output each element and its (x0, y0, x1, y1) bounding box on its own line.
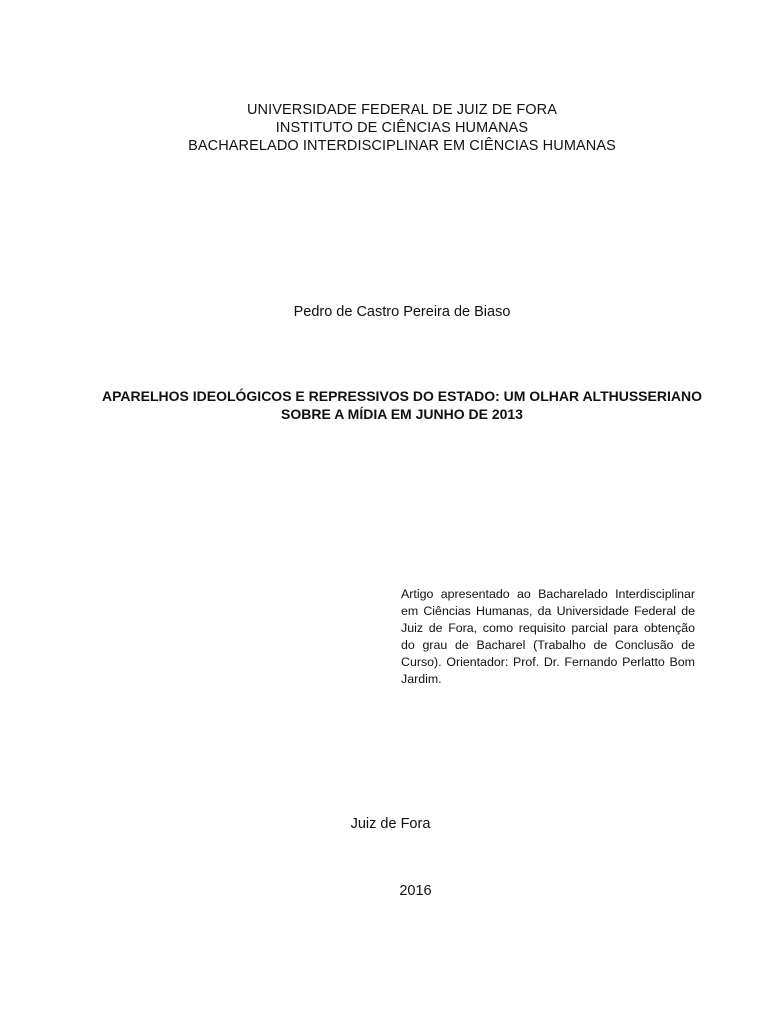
title-line-1: APARELHOS IDEOLÓGICOS E REPRESSIVOS DO ESTADO: UM OLHAR ALTHUSSERIANO (102, 388, 702, 404)
university-name: UNIVERSIDADE FEDERAL DE JUIZ DE FORA (246, 102, 558, 118)
year: 2016 (399, 883, 432, 899)
institution-header (0, 101, 768, 155)
title-line-2: SOBRE A MÍDIA EM JUNHO DE 2013 (281, 406, 523, 422)
city: Juiz de Fora (350, 816, 431, 832)
institute-name: INSTITUTO DE CIÊNCIAS HUMANAS (275, 120, 529, 136)
program-name: BACHARELADO INTERDISCIPLINAR EM CIÊNCIAS HUMANAS (188, 138, 616, 154)
submission-note: Artigo apresentado ao Bacharelado Interdisciplinar em Ciências Humanas, da Universidade Federal de Juiz de Fora, como requisito parcial para obtenção do grau de Bacharel (Trabalho de Conclusão de Curso). Orientador: Prof. Dr. Fernando Perlatto Bom Jardim. (401, 587, 695, 686)
document-title (0, 387, 768, 423)
author-name: Pedro de Castro Pereira de Biaso (293, 304, 511, 320)
